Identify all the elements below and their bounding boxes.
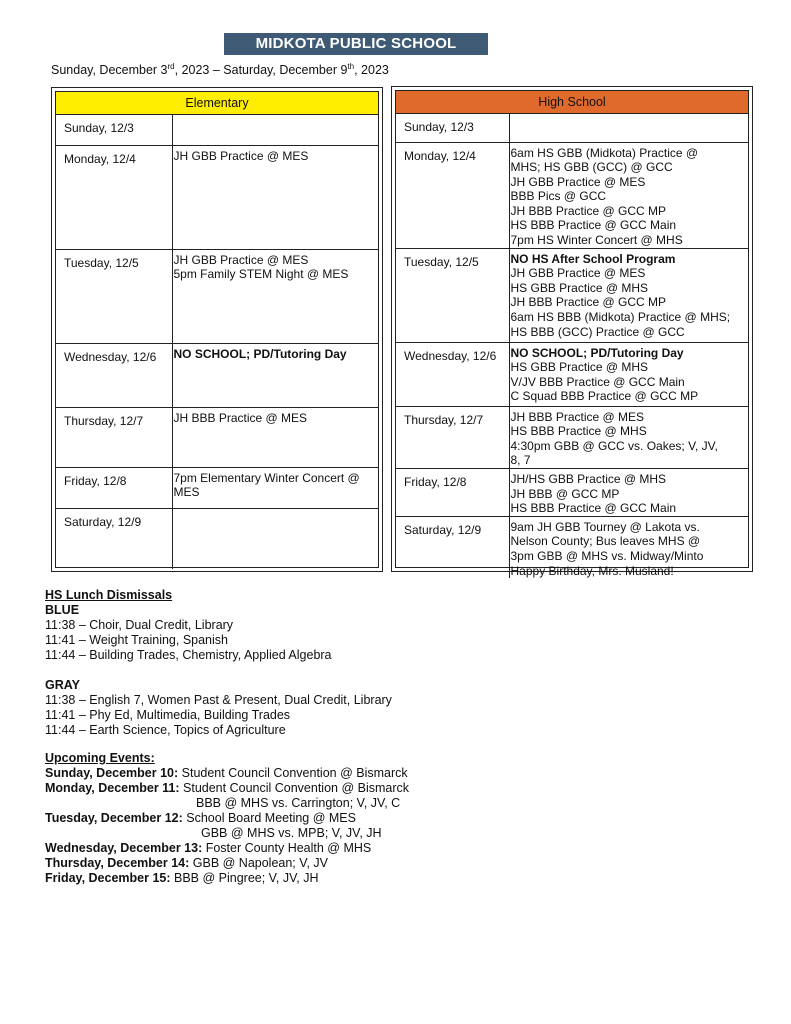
day-cell: Monday, 12/4 <box>396 142 509 248</box>
high-school-header: High School <box>396 91 748 114</box>
gray-line: 11:41 – Phy Ed, Multimedia, Building Trades <box>45 708 291 722</box>
day-cell: Saturday, 12/9 <box>396 516 509 578</box>
day-cell: Thursday, 12/7 <box>396 406 509 468</box>
lunch-dismissals <box>45 588 392 738</box>
upcoming-events <box>45 751 409 886</box>
event-line: JH BBB Practice @ GCC MP <box>510 203 667 218</box>
upcoming-event <box>45 766 409 781</box>
event-line: MES <box>173 485 200 500</box>
schedule-row <box>396 469 748 517</box>
upcoming-event <box>45 841 409 856</box>
upcoming-event <box>45 781 409 796</box>
elementary-header: Elementary <box>56 92 378 115</box>
event-line: JH BBB Practice @ MES <box>510 409 645 424</box>
day-cell: Wednesday, 12/6 <box>396 342 509 406</box>
gray-line: 11:38 – English 7, Women Past & Present, Dual Credit, Library <box>45 693 392 707</box>
event-line: HS BBB Practice @ GCC Main <box>510 501 677 516</box>
day-cell: Sunday, 12/3 <box>56 115 172 145</box>
schedule-row <box>56 249 378 343</box>
events-cell <box>509 248 748 342</box>
event-line: JH BBB Practice @ MES <box>173 410 308 425</box>
event-date: Tuesday, December 12: <box>45 811 183 825</box>
event-line: BBB Pics @ GCC <box>510 189 607 204</box>
events-cell <box>172 343 378 407</box>
blue-line: 11:44 – Building Trades, Chemistry, Applied Algebra <box>45 648 332 662</box>
gray-label: GRAY <box>45 678 80 692</box>
day-cell: Saturday, 12/9 <box>56 508 172 569</box>
event-line: JH GBB Practice @ MES <box>173 252 309 267</box>
week-range: Sunday, December 3rd, 2023 – Saturday, December 9th, 2023 <box>51 62 389 78</box>
event-line: NO SCHOOL; PD/Tutoring Day <box>510 345 684 360</box>
upcoming-event <box>45 826 409 841</box>
school-title: MIDKOTA PUBLIC SCHOOL <box>224 33 488 55</box>
event-line: HS BBB Practice @ MHS <box>510 424 647 439</box>
elementary-panel <box>51 87 383 572</box>
event-text: BBB @ Pingree; V, JV, JH <box>170 871 319 885</box>
upcoming-event <box>45 811 409 826</box>
schedule-row <box>56 508 378 569</box>
events-cell <box>509 406 748 468</box>
event-line: NO HS After School Program <box>510 251 676 266</box>
events-cell <box>509 516 748 578</box>
day-cell: Friday, 12/8 <box>56 467 172 508</box>
event-line: JH GBB Practice @ MES <box>510 266 646 281</box>
elementary-table <box>56 115 378 569</box>
event-line: 6am HS BBB (Midkota) Practice @ MHS; <box>510 310 731 325</box>
event-date: Monday, December 11: <box>45 781 180 795</box>
event-line: JH/HS GBB Practice @ MHS <box>510 472 667 487</box>
day-cell: Friday, 12/8 <box>396 469 509 517</box>
blue-line: 11:38 – Choir, Dual Credit, Library <box>45 618 234 632</box>
event-text: BBB @ MHS vs. Carrington; V, JV, C <box>196 796 401 810</box>
event-date: Wednesday, December 13: <box>45 841 203 855</box>
event-line: JH GBB Practice @ MES <box>510 174 646 189</box>
event-line: 5pm Family STEM Night @ MES <box>173 267 349 282</box>
event-line: HS GBB Practice @ MHS <box>510 360 649 375</box>
event-line: 9am JH GBB Tourney @ Lakota vs. <box>510 519 700 534</box>
lunch-title: HS Lunch Dismissals <box>45 588 173 602</box>
schedule-row <box>396 406 748 468</box>
blue-line: 11:41 – Weight Training, Spanish <box>45 633 228 647</box>
day-cell: Tuesday, 12/5 <box>56 249 172 343</box>
event-text: GBB @ MHS vs. MPB; V, JV, JH <box>201 826 382 840</box>
schedule-row <box>396 114 748 142</box>
event-line: 3pm GBB @ MHS vs. Midway/Minto <box>510 549 704 563</box>
event-line: 4:30pm GBB @ GCC vs. Oakes; V, JV, <box>510 438 718 453</box>
event-line: MHS; HS GBB (GCC) @ GCC <box>510 160 673 175</box>
day-cell: Sunday, 12/3 <box>396 114 509 142</box>
gray-line: 11:44 – Earth Science, Topics of Agriculture <box>45 723 286 737</box>
day-cell: Monday, 12/4 <box>56 145 172 249</box>
event-line: V/JV BBB Practice @ GCC Main <box>510 374 685 389</box>
schedule-row <box>396 516 748 578</box>
event-line: 7pm HS Winter Concert @ MHS <box>510 233 683 248</box>
schedule-row <box>56 407 378 467</box>
event-line: Nelson County; Bus leaves MHS @ <box>510 534 701 549</box>
event-text: Student Council Convention @ Bismarck <box>178 766 408 780</box>
schedule-row <box>396 342 748 406</box>
schedule-row <box>56 115 378 145</box>
event-line: JH BBB Practice @ GCC MP <box>510 295 667 310</box>
events-cell <box>172 249 378 343</box>
event-line: 6am HS GBB (Midkota) Practice @ <box>510 145 699 160</box>
events-cell <box>172 145 378 249</box>
event-date: Sunday, December 10: <box>45 766 179 780</box>
events-cell <box>172 467 378 508</box>
event-line: HS GBB Practice @ MHS <box>510 280 649 295</box>
event-date: Thursday, December 14: <box>45 856 190 870</box>
events-cell <box>172 508 378 569</box>
high-school-table <box>396 114 748 578</box>
event-line: Happy Birthday, Mrs. Musland! <box>510 563 674 578</box>
event-line: 7pm Elementary Winter Concert @ <box>173 470 360 485</box>
day-cell: Tuesday, 12/5 <box>396 248 509 342</box>
day-cell: Thursday, 12/7 <box>56 407 172 467</box>
upcoming-event <box>45 856 409 871</box>
blue-label: BLUE <box>45 603 80 617</box>
upcoming-title: Upcoming Events: <box>45 751 155 765</box>
event-line: HS BBB Practice @ GCC Main <box>510 218 677 233</box>
event-text: Student Council Convention @ Bismarck <box>179 781 410 795</box>
schedule-row <box>56 145 378 249</box>
schedule-row <box>56 467 378 508</box>
event-line: JH BBB @ GCC MP <box>510 486 620 501</box>
schedule-row <box>56 343 378 407</box>
events-cell <box>509 469 748 517</box>
events-cell <box>172 115 378 145</box>
event-text: GBB @ Napolean; V, JV <box>189 856 328 870</box>
event-line: C Squad BBB Practice @ GCC MP <box>510 389 699 404</box>
upcoming-event <box>45 871 409 886</box>
events-cell <box>509 142 748 248</box>
schedule-row <box>396 142 748 248</box>
schedule-row <box>396 248 748 342</box>
event-text: Foster County Health @ MHS <box>202 841 372 855</box>
event-date: Friday, December 15: <box>45 871 171 885</box>
upcoming-event <box>45 796 409 811</box>
day-cell: Wednesday, 12/6 <box>56 343 172 407</box>
event-text: School Board Meeting @ MES <box>182 811 356 825</box>
event-line: HS BBB (GCC) Practice @ GCC <box>510 324 685 339</box>
event-line: NO SCHOOL; PD/Tutoring Day <box>173 346 347 361</box>
event-line: JH GBB Practice @ MES <box>173 148 309 163</box>
high-school-panel <box>391 86 753 578</box>
events-cell <box>172 407 378 467</box>
events-cell <box>509 342 748 406</box>
event-line: 8, 7 <box>510 453 531 468</box>
events-cell <box>509 114 748 142</box>
